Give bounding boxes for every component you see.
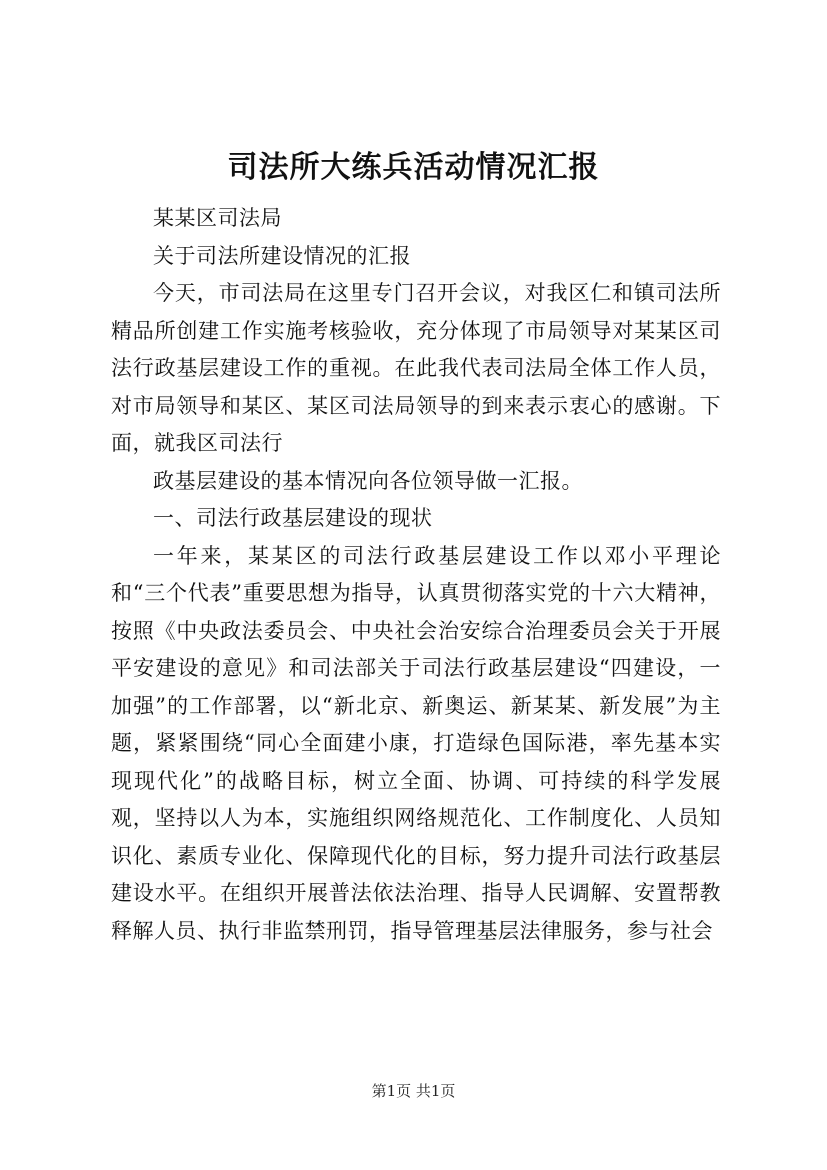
paragraph-status: 一年来，某某区的司法行政基层建设工作以邓小平理论和“三个代表”重要思想为指导，认真贯彻落实党的十六大精神，按照《中央政法委员会、中央社会治安综合治理委员会关于开展平安建设的意见》和司法部关于司法行政基层建设“四建设，一加强”的工作部署，以“新北京、新奥运、新某某、新发展”为主题，紧紧围绕“同心全面建小康，打造绿色国际港，率先基本实现现代化”的战略目标，树立全面、协调、可持续的科学发展观，坚持以人为本，实施组织网络规范化、工作制度化、人员知识化、素质专业化、保障现代化的目标，努力提升司法行政基层建设水平。在组织开展普法依法治理、指导人民调解、安置帮教释解人员、执行非监禁刑罚，指导管理基层法律服务，参与社会	[111, 543, 721, 943]
paragraph-continuation: 政基层建设的基本情况向各位领导做一汇报。	[153, 468, 583, 493]
paragraph-opening: 今天，市司法局在这里专门召开会议，对我区仁和镇司法所精品所创建工作实施考核验收，充分体现了市局领导对某某区司法行政基层建设工作的重视。在此我代表司法局全体工作人员，对市局领导和某区、某区司法局领导的到来表示衷心的感谢。下面，就我区司法行	[111, 281, 721, 455]
section-heading: 一、司法行政基层建设的现状	[153, 506, 433, 530]
paragraph-subject: 关于司法所建设情况的汇报	[153, 243, 411, 268]
page-footer: 第1页 共1页	[371, 1082, 456, 1100]
document-body	[111, 200, 721, 950]
document-title: 司法所大练兵活动情况汇报	[227, 150, 600, 185]
paragraph-issuer: 某某区司法局	[153, 206, 282, 230]
